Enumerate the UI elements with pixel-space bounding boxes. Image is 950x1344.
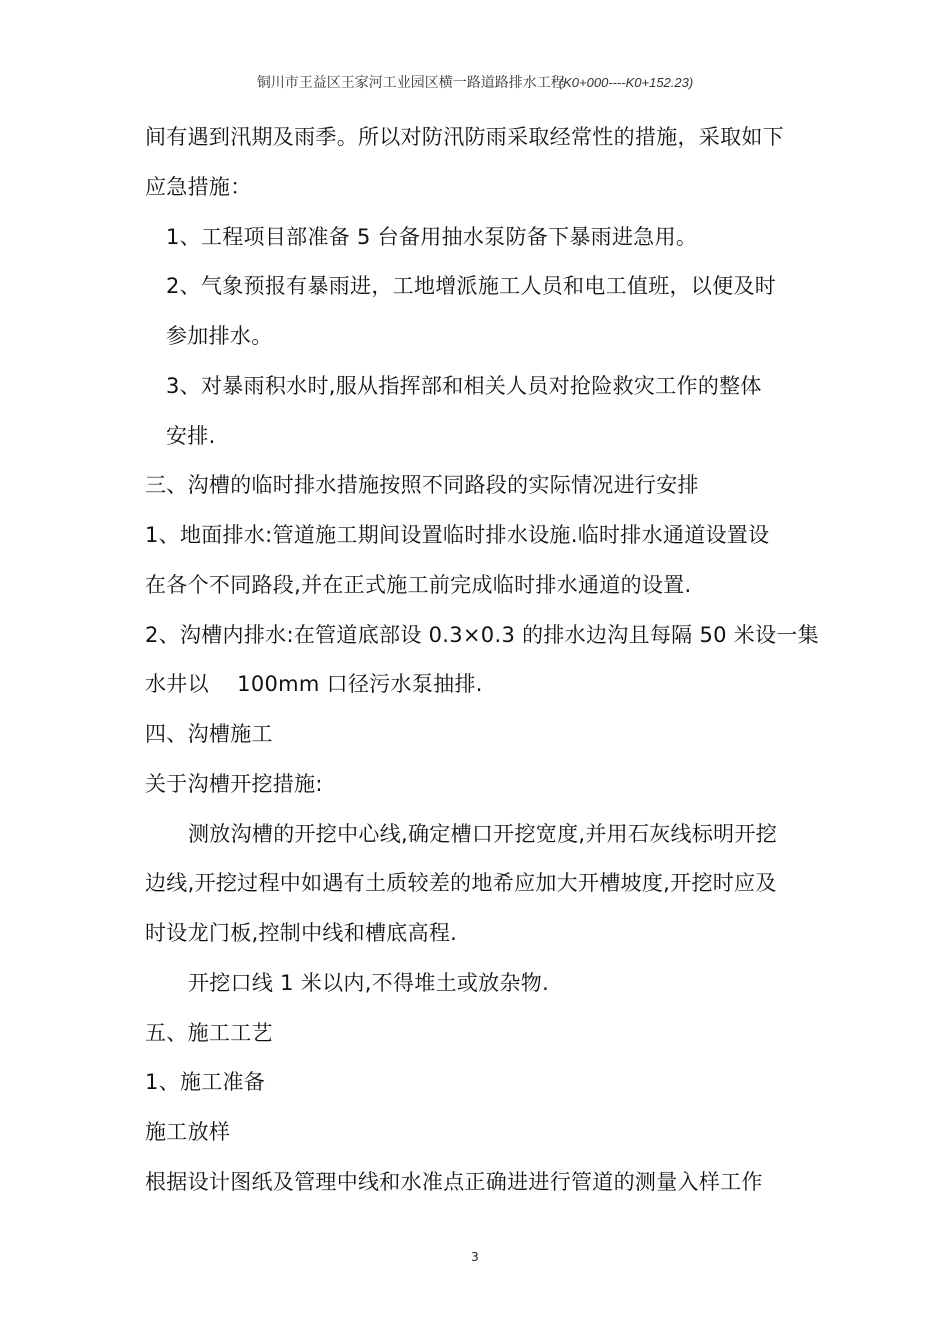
page-number: 3 <box>471 1250 479 1264</box>
body-line: 水井以 100mm 口径污水泵抽排. <box>145 672 483 696</box>
body-line: 时设龙门板,控制中线和槽底高程. <box>145 921 458 945</box>
header-section: (K0+000----K0+152.23) <box>558 75 694 90</box>
subheading: 关于沟槽开挖措施: <box>145 772 323 796</box>
body-line: 间有遇到汛期及雨季。所以对防汛防雨采取经常性的措施，采取如下 <box>145 125 784 149</box>
list-item: 1、工程项目部准备 5 台备用抽水泵防备下暴雨进急用。 <box>166 225 698 249</box>
body-line: 2、沟槽内排水:在管道底部设 0.3×0.3 的排水边沟且每隔 50 米设一集 <box>145 623 819 647</box>
section-heading: 三、沟槽的临时排水措施按照不同路段的实际情况进行安排 <box>145 473 699 497</box>
list-item-continuation: 参加排水。 <box>166 324 273 348</box>
body-line: 应急措施： <box>145 175 252 199</box>
header-title: 铜川市王益区王家河工业园区横一路道路排水工程 <box>256 75 565 91</box>
body-line: 边线,开挖过程中如遇有土质较差的地希应加大开槽坡度,开挖时应及 <box>145 871 777 895</box>
list-item: 2、气象预报有暴雨进，工地增派施工人员和电工值班，以便及时 <box>166 274 777 298</box>
body-line: 在各个不同路段,并在正式施工前完成临时排水通道的设置. <box>145 573 692 597</box>
section-heading: 五、施工工艺 <box>145 1021 273 1045</box>
list-item: 3、对暴雨积水时,服从指挥部和相关人员对抢险救灾工作的整体 <box>166 374 762 398</box>
body-line: 根据设计图纸及管理中线和水准点正确进进行管道的测量入样工作 <box>145 1170 763 1194</box>
section-heading: 四、沟槽施工 <box>145 722 273 746</box>
body-line: 1、地面排水:管道施工期间设置临时排水设施.临时排水通道设置设 <box>145 523 770 547</box>
paragraph-first-line: 测放沟槽的开挖中心线,确定槽口开挖宽度,并用石灰线标明开挖 <box>188 822 778 846</box>
subheading: 1、施工准备 <box>145 1070 266 1094</box>
list-item-continuation: 安排. <box>166 424 216 448</box>
running-header <box>0 72 950 92</box>
subheading: 施工放样 <box>145 1120 231 1144</box>
paragraph-first-line: 开挖口线 1 米以内,不得堆土或放杂物. <box>188 971 550 995</box>
